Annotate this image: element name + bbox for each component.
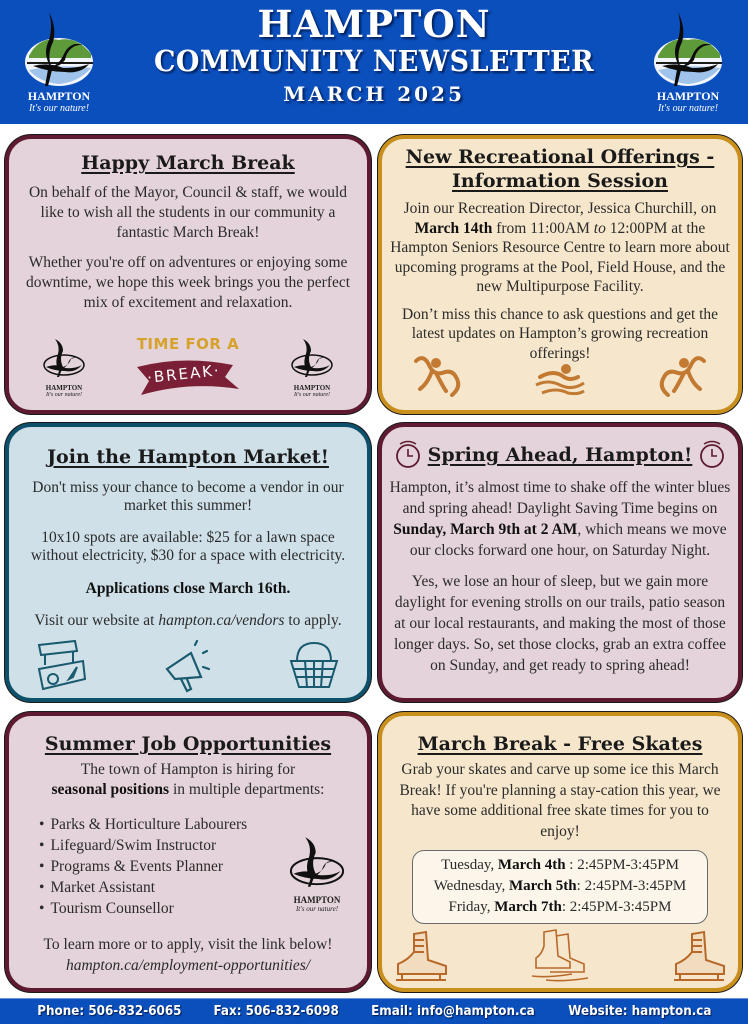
card-hampton-market (5, 423, 371, 702)
card-paragraph: On behalf of the Mayor, Council & staff, we would like to wish all the students in our community a fantastic March Break! (28, 184, 348, 241)
dancer-icon (412, 351, 466, 397)
hockey-skate-icon (392, 930, 450, 986)
clock-icon (698, 439, 726, 469)
heron-logo-icon (648, 6, 728, 90)
list-item: • Programs & Events Planner (39, 856, 247, 877)
schedule-row: Tuesday, March 4th : 2:45PM-3:45PM (441, 857, 679, 873)
page-subtitle: COMMUNITY NEWSLETTER (153, 44, 595, 78)
icon-row (382, 351, 738, 397)
card-paragraph: Don’t miss this chance to ask questions and get the latest updates on Hampton’s growing recreation offerings! (401, 305, 719, 362)
list-item: • Parks & Horticulture Labourers (39, 814, 247, 835)
card-title: New Recreational Offerings - Information Session (405, 146, 715, 192)
card-title: March Break - Free Skates (417, 733, 703, 755)
gymnast-icon (654, 351, 708, 397)
positions-list (39, 814, 247, 919)
swimmer-icon (532, 361, 588, 397)
card-spring-ahead (378, 423, 742, 702)
card-paragraph: Join our Recreation Director, Jessica Churchill, on March 14th from 11:00AM to 12:00PM at the Hampton Seniors Resource Centre to learn more about upcoming programs at the Pool, Field House, and the new Multipurpose Facility. (390, 200, 730, 295)
basket-icon (287, 639, 341, 693)
page-title: HAMPTON (257, 2, 491, 46)
card-summer-jobs (5, 712, 371, 992)
hampton-logo-left (14, 6, 104, 118)
card-title: Summer Job Opportunities (44, 733, 332, 755)
card-paragraph: Yes, we lose an hour of sleep, but we gain more daylight for evening strolls on our trails, patio season at our local restaurants, and making the most of those longer days. So, set those clocks, grab an extra coffee on Sunday, and get ready to spring ahead! (394, 573, 726, 674)
card-paragraph: Hampton, it’s almost time to shake off the winter blues and spring ahead! Daylight Saving Time begins on Sunday, March 9th at 2 AM, which means we move our clocks forward one hour, on Saturday Night. (389, 479, 731, 559)
newsletter-header (0, 0, 748, 124)
card-paragraph: Whether you're off on adventures or enjoying some downtime, we hope this week brings you the perfect mix of excitement and relaxation. (25, 254, 351, 311)
card-recreational-offerings (378, 135, 742, 414)
hockey-skate-icon (670, 930, 728, 986)
card-title-row (382, 443, 738, 469)
icon-row (382, 928, 738, 986)
card-free-skates (378, 712, 742, 992)
issue-date: MARCH 2025 (283, 82, 465, 106)
hampton-logo-right (643, 6, 733, 118)
megaphone-icon (161, 639, 215, 693)
hampton-mini-logo-icon: HAMPTON It's our nature! (285, 834, 349, 913)
card-paragraph: To learn more or to apply, visit the link below! (43, 936, 333, 953)
icon-row (9, 335, 367, 399)
list-item: • Tourism Counsellor (39, 898, 247, 919)
footer-phone: Phone: 506-832-6065 (37, 1004, 182, 1019)
logo-name: HAMPTON (27, 89, 91, 103)
card-paragraph: Grab your skates and carve up some ice this March Break! If you're planning a stay-cation this year, we have some additional free skate times for you to enjoy! (399, 761, 721, 840)
footer-fax: Fax: 506-832-6098 (212, 1004, 339, 1019)
figure-skates-icon (528, 928, 592, 986)
schedule-row: Friday, March 7th: 2:45PM-3:45PM (448, 899, 672, 915)
clock-icon (394, 439, 422, 469)
footer-email[interactable]: Email: info@hampton.ca (370, 1004, 535, 1019)
contact-footer (0, 998, 748, 1024)
card-title: Join the Hampton Market! (47, 446, 329, 468)
icon-row (9, 639, 367, 693)
list-item: • Market Assistant (39, 877, 247, 898)
logo-tagline: It's our nature! (28, 103, 90, 114)
logo-tagline: It's our nature! (657, 103, 719, 114)
schedule-row: Wednesday, March 5th: 2:45PM-3:45PM (433, 878, 687, 894)
vendors-link[interactable]: hampton.ca/vendors (158, 612, 285, 629)
header-titles (120, 4, 628, 110)
skate-schedule (412, 850, 708, 924)
card-paragraph: 10x10 spots are available: $25 for a lawn space without electricity, $30 for a space with electricity. (30, 529, 346, 564)
hampton-mini-logo-icon: HAMPTON It's our nature! (287, 337, 337, 399)
card-paragraph: Don't miss your chance to become a vendor in our market this summer! (32, 479, 344, 514)
heron-logo-icon (19, 6, 99, 90)
card-paragraph: The town of Hampton is hiring for seasonal positions in multiple departments: (51, 761, 325, 798)
footer-website[interactable]: Website: hampton.ca (567, 1004, 712, 1019)
logo-name: HAMPTON (656, 89, 720, 103)
list-item: • Lifeguard/Swim Instructor (39, 835, 247, 856)
employment-link[interactable]: hampton.ca/employment-opportunities/ (65, 957, 311, 974)
card-paragraph: Visit our website at hampton.ca/vendors to apply. (34, 612, 342, 629)
card-paragraph-deadline: Applications close March 16th. (85, 580, 291, 597)
hampton-mini-logo-icon: HAMPTON It's our nature! (39, 337, 89, 399)
card-title: Spring Ahead, Hampton! (427, 444, 693, 466)
market-stall-icon (35, 639, 89, 693)
time-for-a-break-banner-icon: TIME FOR A ·BREAK· (133, 335, 243, 399)
card-happy-march-break (5, 135, 371, 414)
card-title: Happy March Break (81, 152, 295, 174)
